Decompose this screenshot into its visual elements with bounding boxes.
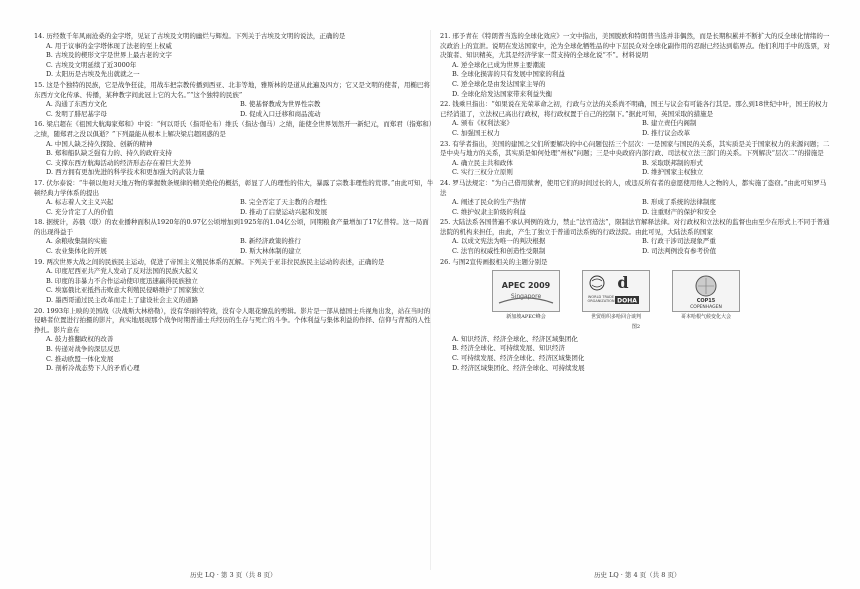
options-group [452,159,832,178]
answer-option: B. 新经济政策的推行 [240,237,301,246]
cop15-logo-icon [672,270,740,312]
question-item [440,218,832,256]
answer-option: A. 颁布《权利法案》 [452,119,513,128]
answer-option: D. 推动了启蒙运动兴起和发展 [240,207,328,216]
left-page-column [34,32,434,375]
answer-option: D. 维护国家主权独立 [642,168,704,177]
answer-option: D. 西方拥有更加先进的科学技术和更加强大的武装力量 [46,168,205,177]
question-stem [34,218,434,237]
apec-text-1: APEC 2009 [501,281,551,291]
question-item [440,258,832,374]
question-text: 邢予青在《特朗普当选的全球化效应》一文中指出，美国脱欧和特朗普当选并非偶然，而是长期积累并不断扩大的反全球化情绪的一次政治上的宣泄。说明在发达国家中，沦为全球化牺牲品的中下层民众对全球化副作用的忍耐已经达到临界点。他们利用手中的选票，对决策者、知识精英，尤其是经济学家一贯支持的全球化说“不”。材料说明 [440,32,830,60]
answer-option: D. 推行议会改革 [642,128,691,137]
wto-logo-box [582,270,650,321]
question-number: 22. [440,100,451,109]
answer-option: A. 确立民主共和政体 [452,158,513,167]
answer-option: C. 维护奴隶主阶级的利益 [452,207,526,216]
question-stem [34,307,434,336]
options-group [452,237,832,256]
logo-caption: 哥本哈根气候变化大会 [680,314,731,321]
question-text: 钱乘旦指出：“如果说在光荣革命之初，行政与立法的关系尚不明确，国王与议会有可能各行其是。那么到18世纪中叶，国王的权力已经消退了，立法权已高出行政权，将行政权置于自己的控制下。”据此可知，英国采取的措施是 [440,100,829,118]
answer-option: A. 印度尼西亚共产党人发动了反对法国的民族大起义 [46,267,198,276]
question-item [34,32,434,80]
answer-option: C. 支撑东西方航海活动的经济形态存在着巨大差异 [46,158,192,167]
question-number: 19. [34,257,45,266]
figure-label: 图2 [631,324,641,331]
right-page-column [440,32,832,374]
figure-logos [492,270,832,321]
answer-option: B. 采取联邦制的形式 [642,158,703,167]
apec-logo-box [492,270,560,321]
question-item [440,179,832,217]
question-stem [440,258,832,268]
answer-option: C. 农业集体化的开展 [46,247,107,256]
apec-text-2: Singapore [510,293,542,301]
question-number: 15. [34,80,45,89]
logo-caption: 新加坡APEC峰会 [506,314,546,321]
answer-option: B. 行政干涉司法现象严重 [642,237,716,246]
svg-text:d: d [617,273,629,293]
question-text: 与图2宣传画报相关的主题分别是 [452,257,548,266]
question-number: 25. [440,218,451,227]
answer-option: C. 推动欧盟一体化发展 [46,354,114,363]
question-number: 18. [34,218,45,227]
options-group [452,119,832,138]
answer-option: B. 经济全球化、可持续发展、知识经济 [452,344,565,353]
question-stem [34,120,434,139]
question-text: 历经数千年风雨沧桑的金字塔，见证了古埃及文明的幽烂与辉煌。下列关于古埃及文明的说法，正确的是 [46,32,346,40]
question-text: 梁启超在《祖国大航海家郑和》中说：“何以哥氏（指哥伦布）维氏（指达·伽马）之绩，能使全世界划然开一新纪元，而郑君（指郑和）之绩，随郑君之没以俱逝？”下列最能从根本上解决梁启超困惑的是 [34,120,433,138]
answer-option: D. 经济区域集团化、经济全球化、可持续发展 [452,363,585,372]
answer-option: A. 余粮收集制的实施 [46,237,107,246]
question-stem [34,179,434,198]
question-number: 24. [440,178,451,187]
question-stem [34,81,434,100]
question-text: 两次世界大战之间的民族民主运动，促进了帝国主义殖民体系的瓦解。下列关于亚非拉民族民主运动的表述，正确的是 [46,257,385,266]
answer-option: B. 建立责任内阁制 [642,119,697,128]
options-group [34,267,434,305]
answer-option: A. 以成文宪法为唯一的判决根据 [452,237,546,246]
options-group [34,140,434,178]
answer-option: B. 使基督教成为世界性宗教 [240,100,321,109]
question-number: 17. [34,178,45,187]
answer-option: A. 标志着人文主义兴起 [46,198,114,207]
question-item [34,81,434,119]
question-text: 据统计，苏俄（联）的农业播种面积从1920年的0.97亿公顷增加到1925年的1.04亿公顷，同期粮食产量增加了17亿普特。这一局面的出现得益于 [34,218,429,236]
question-text: 有学者指出，美国的建国之父们所要解决的中心问题包括三个层次：一是国家与国民的关系，其实质是关于国家权力的来源问题；二是中央与地方的关系，其实质是如何处理“州权”问题；三是中央政府内部行政、司法权立法三部门的关系。下列解决“层次二”的措施是 [440,139,830,158]
answer-option: D. 墨西哥通过民主改革而走上了建设社会主义的道路 [46,296,199,305]
question-text: 1993年上映的美国战（决战斯大林格勒），没有华丽的特效，没有令人眼花缭乱的剪辑。影片是一部从德国士兵视角出发，站在当时的侵略者位置进行拍摄的影片，真实地展现那个战争时期普通士兵经历的生存与死亡的斗争。个体利益与集体利益的作择、信仰与背叛的人性挣扎。影片意在 [34,306,431,334]
question-item [440,100,832,138]
svg-text:ORGANIZATION: ORGANIZATION [587,299,615,304]
logo-caption: 世贸组织多哈回合谈判 [590,314,641,321]
apec-logo-icon [492,270,560,312]
question-item [440,32,832,99]
answer-option: C. 实行三权分立原则 [452,168,513,177]
options-group [440,335,832,373]
answer-option: D. 斯大林体制的建立 [240,247,302,256]
answer-option: A. 阐述了民众的生产热情 [452,198,526,207]
answer-option: D. 司法判例没有参考价值 [642,247,717,256]
answer-option: B. 传递对战争的深层反思 [46,345,120,353]
question-text: 这是个独特的民族，它是战争狂徒，用战车把宗教传播到西亚、北非等地，雅斯林的是道从此遍及四方；它又是文明的使者，用椭巴将东西方文化传承、传播，某种教字间此冠上它的大名。”“这个独特的民族” [34,80,430,99]
options-group [34,42,434,80]
question-item [34,179,434,217]
answer-option: C. 可持续发展、经济全球化、经济区域集团化 [452,354,585,363]
answer-option: A. 用于议事的金字塔体现了法老的至上权威 [46,41,172,50]
question-stem [440,140,832,159]
answer-option: D. 促成入口迁移和商品流动 [240,109,321,118]
answer-option: A. 沟通了东西方文化 [46,100,107,109]
answer-option: C. 发明了腓尼基字母 [46,109,107,118]
answer-option: C. 法官的权威性和创造性受限制 [452,247,546,256]
answer-option: A. 逆全球化已成为世界主要潮流 [452,60,546,69]
answer-option: D. 全球化给发达国家带来利益失衡 [452,89,553,98]
question-item [34,307,434,374]
svg-text:WORLD TRADE: WORLD TRADE [587,295,615,300]
options-group [46,198,434,217]
question-text: 伏尔泰说：“牛顿以他对天地万物的掌握数条规律的精美绝伦的概括，彰显了人的理性的伟大，暴露了宗教非理性的荒谬。”由此可知，牛顿经典力学体系的提出 [34,178,434,197]
answer-option: B. 印度的非暴力不合作运动使印度迅速赢得民族独立 [46,276,198,285]
options-group [46,100,434,119]
question-text: 罗马法规定：“为自己借用狱奢，使用它们的时间过长的人，或违反所有者的意愿使用他人之物的人，都实施了盗窃。”由此可知罗马法 [440,178,827,197]
answer-option: A. 中国人缺乏持久探险、创新的精神 [46,139,153,148]
question-item [34,218,434,256]
page-footer-right: 历史 LQ · 第 4 页（共 8 页） [594,571,681,579]
cop15-logo-box [672,270,740,321]
question-stem [440,100,832,119]
answer-option: B. 完全否定了天主教的合理性 [240,198,327,207]
options-group [34,335,434,373]
answer-option: D. 注重财产的保护和安全 [642,207,717,216]
question-stem [440,179,832,198]
question-text: 大陆法系各国普遍不承认判例的效力，禁止“法官造法”，限制法官解释法律。对行政权和立法权的监督也由至少在形式上不同于普通法院的机构来担任，由此，产生了独立于普通司法系统的行政法院。由此可见，大陆法系的国家 [440,218,830,236]
answer-option: A. 鼓力推翻政权的改善 [46,335,114,344]
answer-option: C. 充分肯定了人的价值 [46,207,114,216]
answer-option: A. 知识经济、经济全球化、经济区域集团化 [452,334,578,343]
svg-text:COP15: COP15 [696,298,716,305]
question-number: 23. [440,139,451,148]
answer-option: C. 逆全球化是由发达国家主导的 [452,79,546,88]
answer-option: B. 全球化损害的只有发展中国家的利益 [452,70,565,79]
question-number: 14. [34,32,45,40]
answer-option: D. 剖析冷战态势下人的矛盾心理 [46,364,140,373]
question-item [440,140,832,178]
question-stem [440,218,832,237]
answer-option: D. 太阳历是古埃及先出就就之一 [46,70,140,79]
answer-option: C. 古埃及文明延续了近3000年 [46,60,137,69]
question-number: 20. [34,306,45,315]
question-item [34,120,434,178]
answer-option: B. 古埃及的楔形文字是世界上最古老的文字 [46,51,172,60]
question-stem [34,32,434,42]
question-number: 21. [440,32,451,40]
page-footer-left: 历史 LQ · 第 3 页（共 8 页） [190,571,277,579]
answer-option: B. 郑和船队缺乏强有力的、持久的政府支持 [46,149,172,158]
question-number: 16. [34,120,45,129]
answer-option: C. 埃塞俄比亚抵挡击败意大利殖民侵略维护了国家独立 [46,286,205,295]
question-item [34,258,434,306]
wto-logo-icon [582,270,650,312]
question-number: 26. [440,257,451,266]
options-group [46,237,434,256]
question-stem [34,258,434,268]
answer-option: B. 形成了系统的法律制度 [642,198,716,207]
options-group [452,198,832,217]
svg-text:COPENHAGEN: COPENHAGEN [690,305,722,311]
options-group [440,61,832,99]
question-stem [440,32,832,61]
svg-text:DOHA: DOHA [617,297,637,305]
answer-option: C. 加强国王权力 [452,128,500,137]
